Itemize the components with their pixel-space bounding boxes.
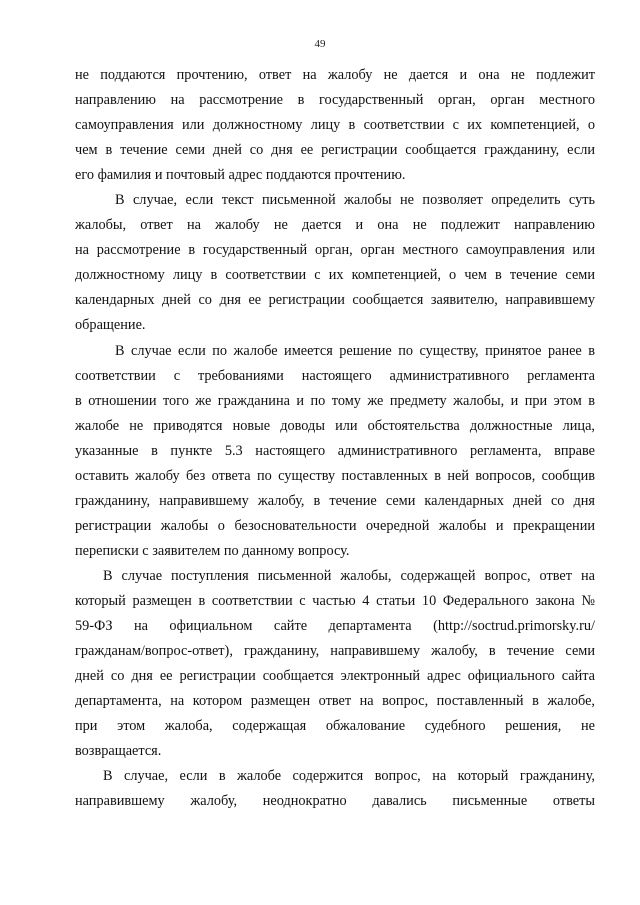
text-line: чем в течение семи дней со дня ее регистрации сообщается гражданину, если xyxy=(75,142,595,159)
text-line: дней со дня ее регистрации сообщается электронный адрес официального сайта xyxy=(75,668,595,685)
text-line: направлению на рассмотрение в государственный орган, орган местного xyxy=(75,92,595,109)
text-line: календарных дней со дня ее регистрации сообщается заявителю, направившему xyxy=(75,292,595,309)
page-number: 49 xyxy=(314,38,326,50)
text-line: В случае если по жалобе имеется решение по существу, принятое ранее в xyxy=(115,342,595,359)
text-line: самоуправления или должностному лицу в соответствии с их компетенцией, о xyxy=(75,117,595,134)
text-line: гражданину, направившему жалобу, в течение семи календарных дней со дня xyxy=(75,492,595,509)
text-line: на рассмотрение в государственный орган, орган местного самоуправления или xyxy=(75,242,595,259)
text-line: В случае, если в жалобе содержится вопрос, на который гражданину, xyxy=(103,768,595,785)
text-line: при этом жалоба, содержащая обжалование судебного решения, не xyxy=(75,718,595,735)
text-line: обращение. xyxy=(75,317,146,334)
text-line: В случае, если текст письменной жалобы не позволяет определить суть xyxy=(115,192,595,209)
text-line: направившему жалобу, неоднократно давались письменные ответы xyxy=(75,793,595,810)
text-line: департамента, на котором размещен ответ на вопрос, поставленный в жалобе, xyxy=(75,693,595,710)
text-line: указанные в пункте 5.3 настоящего административного регламента, вправе xyxy=(75,442,595,459)
text-line: гражданам/вопрос-ответ), гражданину, направившему жалобу, в течение семи xyxy=(75,643,595,660)
text-line: В случае поступления письменной жалобы, содержащей вопрос, ответ на xyxy=(103,567,595,584)
text-line: переписки с заявителем по данному вопросу. xyxy=(75,542,350,559)
text-line: соответствии с требованиями настоящего административного регламента xyxy=(75,367,595,384)
text-line: который размещен в соответствии с частью 4 статьи 10 Федерального закона № xyxy=(75,592,595,609)
text-line: в отношении того же гражданина и по тому же предмету жалобы, и при этом в xyxy=(75,392,595,409)
text-line: 59-ФЗ на официальном сайте департамента (http://soctrud.primorsky.ru/ xyxy=(75,618,595,635)
text-line: должностному лицу в соответствии с их компетенцией, о чем в течение семи xyxy=(75,267,595,284)
text-line: не поддаются прочтению, ответ на жалобу не дается и она не подлежит xyxy=(75,67,595,83)
text-line: оставить жалобу без ответа по существу поставленных в ней вопросов, сообщив xyxy=(75,467,595,484)
text-line: возвращается. xyxy=(75,743,162,760)
text-line: регистрации жалобы о безосновательности очередной жалобы и прекращении xyxy=(75,517,595,534)
body-text xyxy=(75,63,595,814)
text-line: жалобы, ответ на жалобу не дается и она не подлежит направлению xyxy=(75,217,595,234)
text-line: жалобе не приводятся новые доводы или обстоятельства должностные лица, xyxy=(75,417,595,434)
text-line: его фамилия и почтовый адрес поддаются прочтению. xyxy=(75,167,406,184)
